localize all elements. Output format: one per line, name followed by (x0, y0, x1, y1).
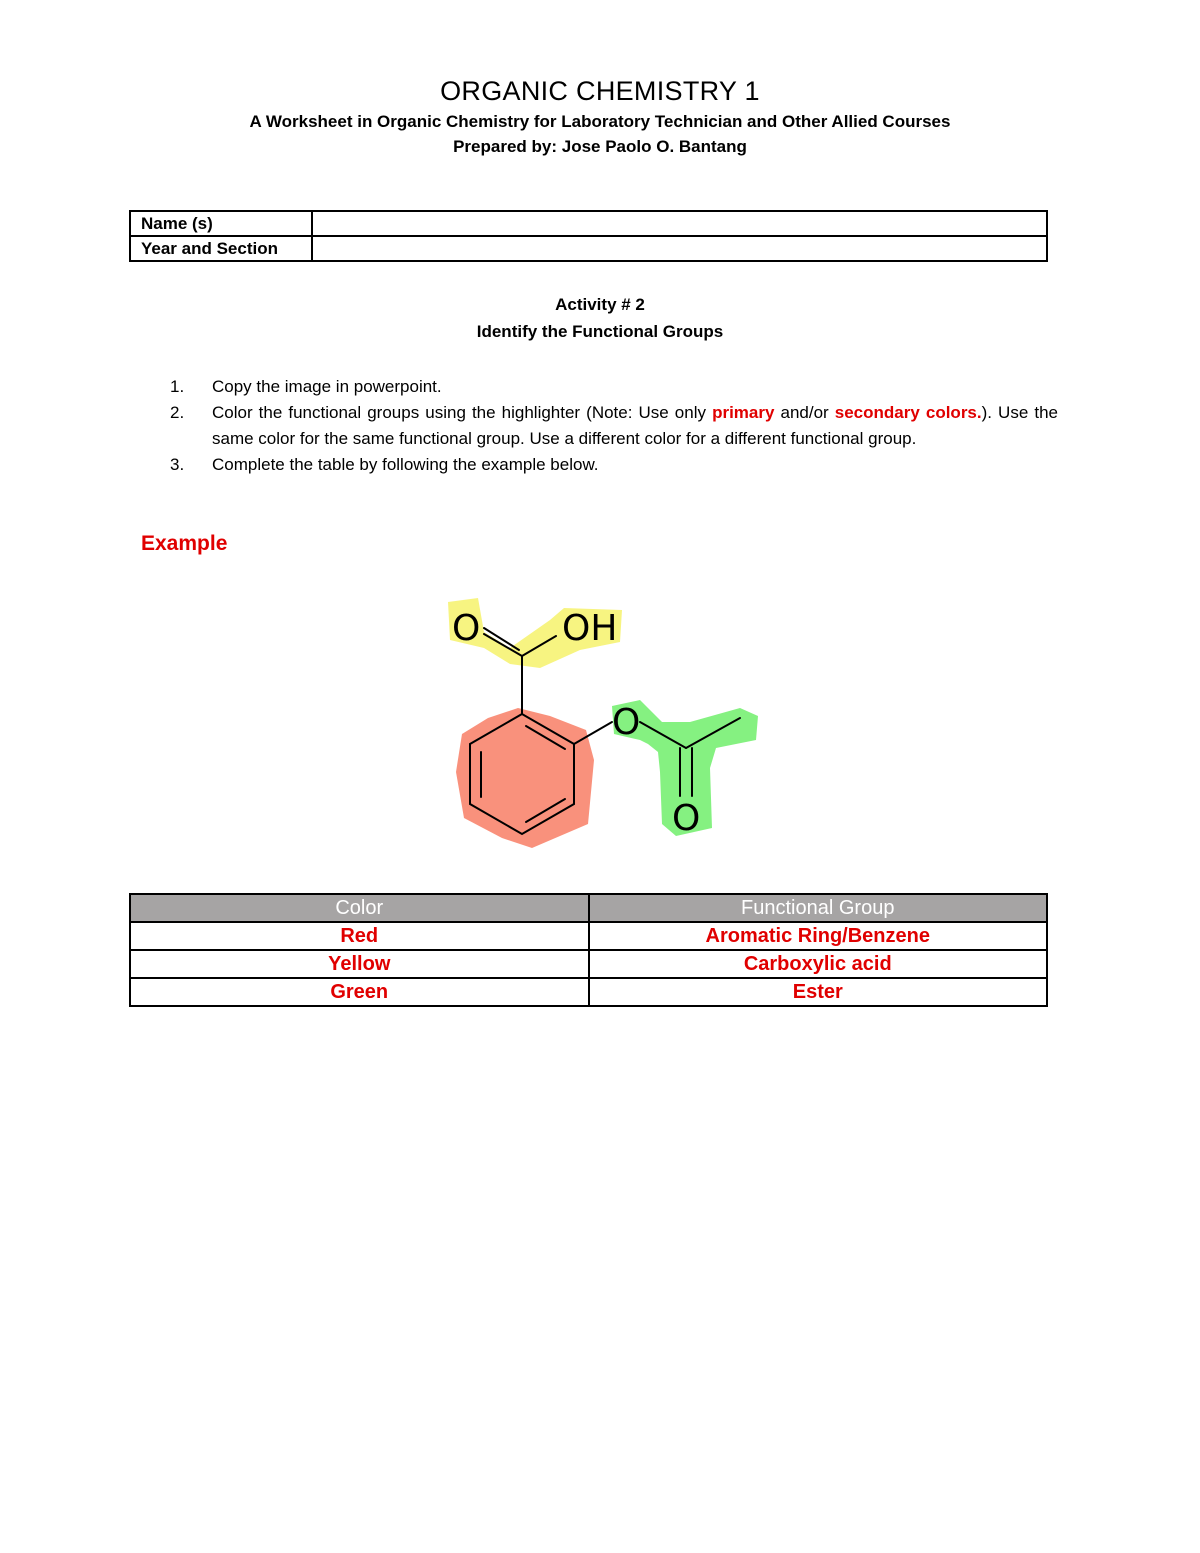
student-info-table (129, 210, 1048, 262)
page-title: ORGANIC CHEMISTRY 1 (440, 76, 760, 106)
primary-highlight: primary (712, 403, 775, 422)
prepared-by: Prepared by: Jose Paolo O. Bantang (453, 137, 747, 156)
color-cell: Red (130, 922, 589, 950)
step-text: Copy the image in powerpoint. (212, 377, 442, 396)
color-column-header: Color (130, 894, 589, 922)
color-cell: Yellow (130, 950, 589, 978)
step-text: and/or (774, 403, 835, 422)
year-section-field[interactable] (312, 236, 1047, 261)
list-item (170, 400, 1058, 452)
aspirin-structure-diagram (440, 592, 770, 857)
group-cell: Aromatic Ring/Benzene (589, 922, 1048, 950)
functional-group-table (129, 893, 1048, 1007)
worksheet-subtitle: A Worksheet in Organic Chemistry for Laboratory Technician and Other Allied Courses (249, 112, 951, 131)
atom-label: OH (562, 608, 618, 649)
list-item (170, 374, 1058, 400)
step-text: ). Use the same color for the same functional group. Use a different color for a different functional group. (212, 403, 1058, 448)
list-item (170, 452, 1058, 478)
example-label: Example (141, 532, 228, 555)
table-row (130, 922, 1047, 950)
step-text: Complete the table by following the example below. (212, 455, 599, 474)
atom-label: O (612, 702, 641, 743)
table-header-row (130, 894, 1047, 922)
activity-title: Activity # 2 (555, 295, 645, 314)
secondary-highlight: secondary colors. (834, 403, 982, 422)
instructions-list (170, 374, 1058, 478)
color-cell: Green (130, 978, 589, 1006)
table-row (130, 978, 1047, 1006)
step-number: 1. (170, 377, 185, 396)
step-number: 2. (170, 403, 185, 422)
table-row (130, 211, 1047, 236)
table-row (130, 950, 1047, 978)
step-number: 3. (170, 455, 185, 474)
activity-subtitle: Identify the Functional Groups (476, 322, 724, 341)
atom-label: O (452, 608, 481, 649)
year-section-label: Year and Section (130, 236, 312, 261)
step-text: Color the functional groups using the highlighter (Note: Use only (212, 403, 713, 422)
name-label: Name (s) (130, 211, 312, 236)
atom-label: O (672, 798, 701, 839)
table-row (130, 236, 1047, 261)
group-column-header: Functional Group (589, 894, 1048, 922)
group-cell: Ester (589, 978, 1048, 1006)
name-field[interactable] (312, 211, 1047, 236)
group-cell: Carboxylic acid (589, 950, 1048, 978)
